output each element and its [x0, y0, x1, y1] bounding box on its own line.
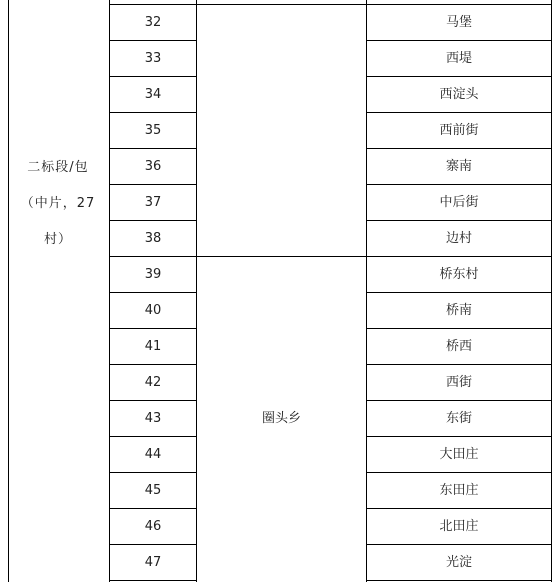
row-number: 42 [144, 375, 162, 390]
row-number: 37 [144, 195, 162, 210]
village-name: 马堡 [445, 15, 472, 30]
row-number: 41 [144, 339, 162, 354]
village-name: 中后街 [439, 195, 479, 210]
row-number: 39 [144, 267, 162, 282]
grid-line-v5 [551, 0, 552, 582]
row-border-number [109, 580, 197, 581]
village-name: 光淀 [445, 555, 472, 570]
row-number: 45 [144, 483, 162, 498]
row-number: 46 [144, 519, 162, 534]
village-name: 东街 [445, 411, 472, 426]
row-number: 47 [144, 555, 162, 570]
row-border-village [366, 580, 552, 581]
segment-label-line-1: 二标段/包 [27, 160, 89, 175]
village-name: 桥东村 [439, 267, 479, 282]
segment-label-line-2: （中片，27 [20, 196, 96, 211]
row-number: 43 [144, 411, 162, 426]
village-name: 西前街 [439, 123, 479, 138]
segment-label-line-3: 村） [43, 232, 72, 247]
village-name: 桥西 [445, 339, 472, 354]
row-number: 36 [144, 159, 162, 174]
group-border [196, 256, 367, 257]
village-name: 东田庄 [439, 483, 479, 498]
row-number: 34 [144, 87, 162, 102]
grid-line-v1 [8, 0, 9, 582]
village-name: 桥南 [445, 303, 472, 318]
township-label: 圈头乡 [261, 410, 301, 426]
village-name: 寨南 [445, 159, 472, 174]
row-number: 33 [144, 51, 162, 66]
village-name: 北田庄 [439, 519, 479, 534]
village-name: 西街 [445, 375, 472, 390]
village-name: 西堤 [445, 51, 472, 66]
row-number: 32 [144, 15, 162, 30]
village-name: 西淀头 [439, 87, 479, 102]
village-name: 边村 [445, 231, 472, 246]
row-number: 38 [144, 231, 162, 246]
row-number: 40 [144, 303, 162, 318]
village-name: 大田庄 [439, 447, 479, 462]
row-number: 44 [144, 447, 162, 462]
row-number: 35 [144, 123, 162, 138]
segment-label [8, 150, 108, 258]
